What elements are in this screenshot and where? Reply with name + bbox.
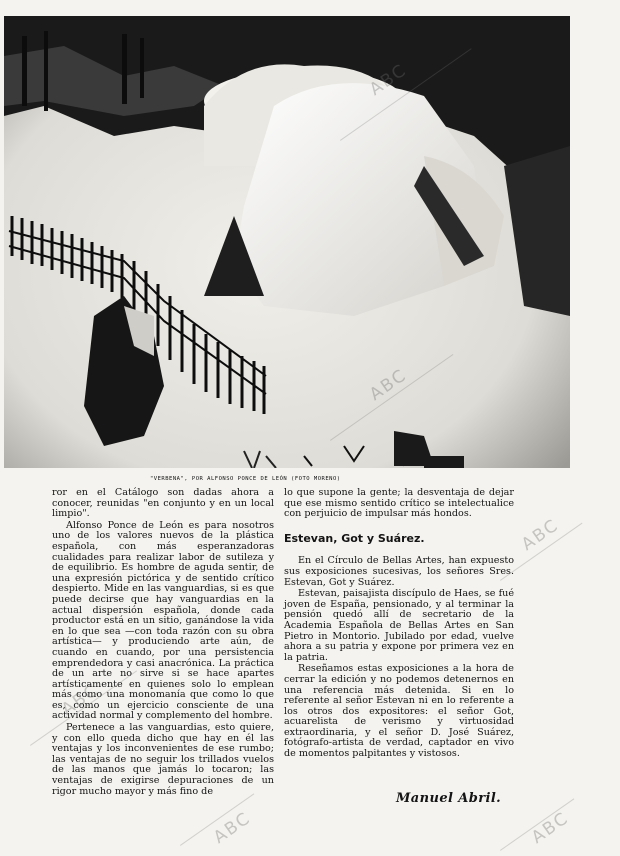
- watermark-abc: ABC: [57, 680, 103, 720]
- photo-caption: "VERBENA", POR ALFONSO PONCE DE LEÓN (FOTO MORENO): [150, 476, 341, 482]
- watermark-abc: ABC: [517, 515, 563, 555]
- section-heading: Estevan, Got y Suárez.: [284, 531, 425, 545]
- right-column: [284, 488, 514, 761]
- watermark-abc: ABC: [209, 808, 255, 848]
- paragraph: Estevan, paisajista discípulo de Haes, se fué joven de España, pensionado, y al terminar la pensión quedó allí de secretario de la Academia Española de Bellas Artes en San Pietro in Montorio. Jubilado por edad, vuelve ahora a su patria y expone por primera vez en la patria.: [284, 588, 514, 663]
- paragraph: Pertenece a las vanguardias, esto quiere, y con ello queda dicho que hay en él las ventajas y los inconvenientes de ese rumbo; las ventajas de no seguir los trillados vuelos de las manos que jamás lo tocaron; las ventajas de exigirse depuraciones de un rigor mucho mayor y más fino de: [52, 722, 274, 797]
- author-signature: Manuel Abril.: [396, 791, 502, 806]
- paragraph: En el Círculo de Bellas Artes, han expuesto sus exposiciones sucesivas, los señores Sres. Estevan, Got y Suárez.: [284, 555, 514, 588]
- paragraph: ror en el Catálogo son dadas ahora a conocer, reunidas "en conjunto y en un local limpio".: [52, 487, 274, 520]
- watermark-abc: ABC: [365, 365, 411, 405]
- photo-artwork: [4, 16, 570, 468]
- paragraph: Alfonso Ponce de León es para nosotros uno de los valores nuevos de la plástica española, con más esperanzadoras cualidades para realizar labor de sutileza y de equilibrio. Es hombre de aguda sentir, de una expresión pictórica y de sentido crítico despierto. Mide en las vanguardias, si es que puede decirse que hay vanguardias en la actual dispersión española, donde cada productor está en un sitio, ganándose la vida en lo que sea —con toda razón con su obra artística— y produciendo arte aún, de cuando en cuando, por una persistencia emprendedora y casi anacrónica. La práctica de un arte no sirve si se hace apartes artísticamente en quienes solo lo emplean más como una monomanía que como lo que es, como un ejercicio consciente de una actividad normal y complemento del hombre.: [52, 519, 274, 722]
- photograph-verbena: [4, 16, 570, 468]
- watermark-abc: ABC: [527, 808, 573, 848]
- watermark-line: [180, 793, 254, 845]
- paragraph: Reseñamos estas exposiciones a la hora de cerrar la edición y no podemos detenernos en una referencia más detenida. Si en lo referente al señor Estevan ni en lo referente a los otros dos expositores: el señor Got, acuarelista de verismo y virtuosidad extraordinaria, y el señor D. José Suárez, fotógrafo-artista de verdad, captador en vivo de momentos palpitantes y vistosos.: [284, 663, 514, 760]
- watermark-abc: ABC: [365, 60, 411, 100]
- paragraph: lo que supone la gente; la desventaja de dejar que ese mismo sentido crítico se intelectualice con perjuicio de impulsar más hondos.: [284, 487, 514, 520]
- watermark-line: [500, 798, 574, 850]
- left-column: [52, 488, 274, 798]
